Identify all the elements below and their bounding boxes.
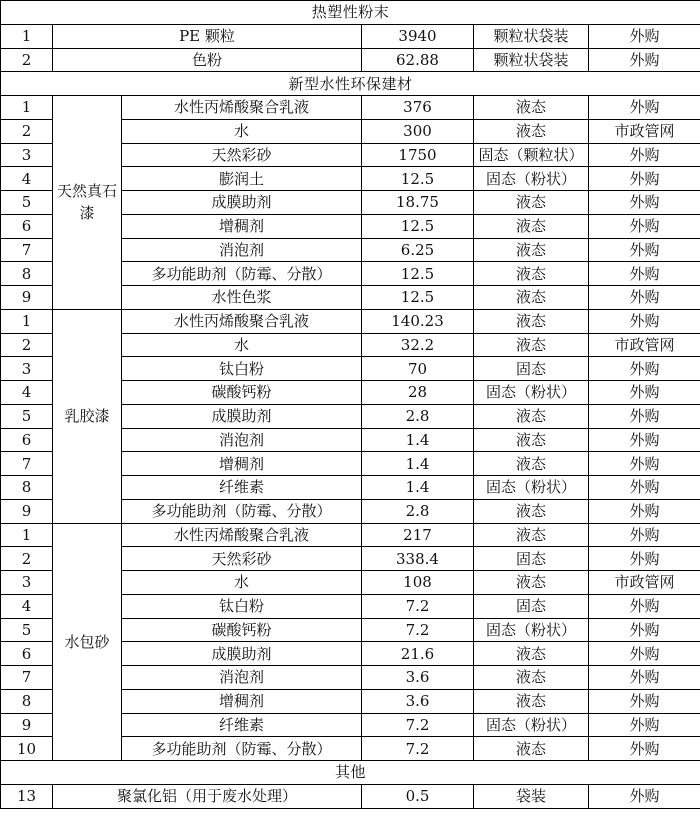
product-group-name: 乳胶漆 xyxy=(53,309,122,523)
state-cell: 液态 xyxy=(474,262,589,286)
material-name-cell: 消泡剂 xyxy=(122,238,362,262)
source-cell: 外购 xyxy=(589,642,700,666)
state-cell: 液态 xyxy=(474,428,589,452)
state-cell: 液态 xyxy=(474,119,589,143)
state-cell: 固态（粉状） xyxy=(474,713,589,737)
row-number-cell: 2 xyxy=(1,119,53,143)
table-row xyxy=(1,24,700,48)
source-cell: 外购 xyxy=(589,404,700,428)
section-header-row xyxy=(1,1,700,25)
row-number-cell: 1 xyxy=(1,24,53,48)
source-cell: 外购 xyxy=(589,238,700,262)
amount-cell: 62.88 xyxy=(362,48,474,72)
source-cell: 外购 xyxy=(589,476,700,500)
state-cell: 液态 xyxy=(474,238,589,262)
source-cell: 外购 xyxy=(589,214,700,238)
amount-cell: 140.23 xyxy=(362,309,474,333)
state-cell: 液态 xyxy=(474,523,589,547)
amount-cell: 1.4 xyxy=(362,476,474,500)
source-cell: 外购 xyxy=(589,666,700,690)
material-name-cell: 增稠剂 xyxy=(122,689,362,713)
row-number-cell: 8 xyxy=(1,689,53,713)
source-cell: 外购 xyxy=(589,262,700,286)
source-cell: 外购 xyxy=(589,737,700,761)
source-cell: 外购 xyxy=(589,309,700,333)
row-number-cell: 2 xyxy=(1,333,53,357)
row-number-cell: 8 xyxy=(1,476,53,500)
material-name-cell: 多功能助剂（防霉、分散） xyxy=(122,737,362,761)
material-name-cell: 水性色浆 xyxy=(122,286,362,310)
state-cell: 固态（粉状） xyxy=(474,618,589,642)
section-title: 热塑性粉末 xyxy=(1,1,700,25)
source-cell: 外购 xyxy=(589,428,700,452)
material-name-cell: 增稠剂 xyxy=(122,452,362,476)
material-name-cell: 纤维素 xyxy=(122,476,362,500)
amount-cell: 7.2 xyxy=(362,594,474,618)
section-header-row xyxy=(1,761,700,785)
state-cell: 固态（颗粒状） xyxy=(474,143,589,167)
material-name-cell: 天然彩砂 xyxy=(122,143,362,167)
row-number-cell: 1 xyxy=(1,523,53,547)
material-name-cell: 成膜助剂 xyxy=(122,404,362,428)
material-name-cell: 水 xyxy=(122,333,362,357)
source-cell: 市政管网 xyxy=(589,571,700,595)
material-name-cell: 钛白粉 xyxy=(122,594,362,618)
row-number-cell: 8 xyxy=(1,262,53,286)
material-name-cell: PE 颗粒 xyxy=(53,24,362,48)
amount-cell: 6.25 xyxy=(362,238,474,262)
row-number-cell: 4 xyxy=(1,167,53,191)
table-row xyxy=(1,309,700,333)
amount-cell: 3.6 xyxy=(362,666,474,690)
material-name-cell: 水性丙烯酸聚合乳液 xyxy=(122,309,362,333)
source-cell: 外购 xyxy=(589,547,700,571)
material-name-cell: 水性丙烯酸聚合乳液 xyxy=(122,523,362,547)
row-number-cell: 2 xyxy=(1,48,53,72)
product-group-name: 水包砂 xyxy=(53,523,122,761)
row-number-cell: 2 xyxy=(1,547,53,571)
section-title: 其他 xyxy=(1,761,700,785)
row-number-cell: 3 xyxy=(1,571,53,595)
state-cell: 袋装 xyxy=(474,784,589,808)
state-cell: 液态 xyxy=(474,214,589,238)
amount-cell: 7.2 xyxy=(362,737,474,761)
amount-cell: 376 xyxy=(362,96,474,120)
material-name-cell: 增稠剂 xyxy=(122,214,362,238)
row-number-cell: 7 xyxy=(1,238,53,262)
state-cell: 液态 xyxy=(474,689,589,713)
row-number-cell: 9 xyxy=(1,286,53,310)
state-cell: 液态 xyxy=(474,666,589,690)
row-number-cell: 7 xyxy=(1,666,53,690)
material-name-cell: 水 xyxy=(122,571,362,595)
state-cell: 液态 xyxy=(474,499,589,523)
table-row xyxy=(1,784,700,808)
material-name-cell: 消泡剂 xyxy=(122,666,362,690)
source-cell: 外购 xyxy=(589,167,700,191)
row-number-cell: 5 xyxy=(1,404,53,428)
row-number-cell: 9 xyxy=(1,713,53,737)
amount-cell: 1.4 xyxy=(362,452,474,476)
source-cell: 市政管网 xyxy=(589,119,700,143)
amount-cell: 300 xyxy=(362,119,474,143)
state-cell: 固态（粉状） xyxy=(474,476,589,500)
material-name-cell: 成膜助剂 xyxy=(122,642,362,666)
row-number-cell: 5 xyxy=(1,618,53,642)
row-number-cell: 6 xyxy=(1,214,53,238)
row-number-cell: 9 xyxy=(1,499,53,523)
amount-cell: 12.5 xyxy=(362,262,474,286)
row-number-cell: 4 xyxy=(1,381,53,405)
material-name-cell: 纤维素 xyxy=(122,713,362,737)
amount-cell: 3.6 xyxy=(362,689,474,713)
table-row xyxy=(1,96,700,120)
state-cell: 液态 xyxy=(474,309,589,333)
amount-cell: 21.6 xyxy=(362,642,474,666)
amount-cell: 7.2 xyxy=(362,618,474,642)
source-cell: 外购 xyxy=(589,523,700,547)
row-number-cell: 10 xyxy=(1,737,53,761)
section-title: 新型水性环保建材 xyxy=(1,72,700,96)
state-cell: 液态 xyxy=(474,96,589,120)
amount-cell: 28 xyxy=(362,381,474,405)
source-cell: 外购 xyxy=(589,48,700,72)
state-cell: 液态 xyxy=(474,404,589,428)
section-header-row xyxy=(1,72,700,96)
row-number-cell: 1 xyxy=(1,96,53,120)
material-name-cell: 碳酸钙粉 xyxy=(122,618,362,642)
state-cell: 液态 xyxy=(474,571,589,595)
source-cell: 外购 xyxy=(589,452,700,476)
amount-cell: 2.8 xyxy=(362,404,474,428)
source-cell: 外购 xyxy=(589,618,700,642)
table-row xyxy=(1,523,700,547)
state-cell: 颗粒状袋装 xyxy=(474,48,589,72)
amount-cell: 12.5 xyxy=(362,167,474,191)
source-cell: 外购 xyxy=(589,286,700,310)
state-cell: 固态 xyxy=(474,594,589,618)
amount-cell: 1.4 xyxy=(362,428,474,452)
row-number-cell: 4 xyxy=(1,594,53,618)
material-name-cell: 聚氯化铝（用于废水处理） xyxy=(53,784,362,808)
amount-cell: 2.8 xyxy=(362,499,474,523)
material-name-cell: 水 xyxy=(122,119,362,143)
material-name-cell: 碳酸钙粉 xyxy=(122,381,362,405)
material-name-cell: 消泡剂 xyxy=(122,428,362,452)
product-group-name: 天然真石漆 xyxy=(53,96,122,310)
source-cell: 外购 xyxy=(589,357,700,381)
amount-cell: 12.5 xyxy=(362,286,474,310)
state-cell: 固态（粉状） xyxy=(474,381,589,405)
row-number-cell: 13 xyxy=(1,784,53,808)
material-name-cell: 膨润土 xyxy=(122,167,362,191)
amount-cell: 7.2 xyxy=(362,713,474,737)
state-cell: 液态 xyxy=(474,333,589,357)
amount-cell: 3940 xyxy=(362,24,474,48)
source-cell: 外购 xyxy=(589,713,700,737)
row-number-cell: 3 xyxy=(1,357,53,381)
material-name-cell: 多功能助剂（防霉、分散） xyxy=(122,262,362,286)
material-name-cell: 多功能助剂（防霉、分散） xyxy=(122,499,362,523)
amount-cell: 108 xyxy=(362,571,474,595)
source-cell: 外购 xyxy=(589,689,700,713)
material-name-cell: 钛白粉 xyxy=(122,357,362,381)
state-cell: 固态 xyxy=(474,357,589,381)
row-number-cell: 3 xyxy=(1,143,53,167)
material-name-cell: 水性丙烯酸聚合乳液 xyxy=(122,96,362,120)
amount-cell: 18.75 xyxy=(362,191,474,215)
state-cell: 液态 xyxy=(474,642,589,666)
material-name-cell: 色粉 xyxy=(53,48,362,72)
source-cell: 外购 xyxy=(589,96,700,120)
source-cell: 外购 xyxy=(589,143,700,167)
material-name-cell: 成膜助剂 xyxy=(122,191,362,215)
material-name-cell: 天然彩砂 xyxy=(122,547,362,571)
materials-table-body xyxy=(1,1,700,809)
row-number-cell: 6 xyxy=(1,428,53,452)
state-cell: 液态 xyxy=(474,191,589,215)
state-cell: 液态 xyxy=(474,286,589,310)
source-cell: 外购 xyxy=(589,499,700,523)
amount-cell: 217 xyxy=(362,523,474,547)
state-cell: 颗粒状袋装 xyxy=(474,24,589,48)
source-cell: 外购 xyxy=(589,594,700,618)
amount-cell: 1750 xyxy=(362,143,474,167)
amount-cell: 0.5 xyxy=(362,784,474,808)
row-number-cell: 7 xyxy=(1,452,53,476)
amount-cell: 338.4 xyxy=(362,547,474,571)
amount-cell: 70 xyxy=(362,357,474,381)
state-cell: 液态 xyxy=(474,737,589,761)
state-cell: 液态 xyxy=(474,452,589,476)
row-number-cell: 5 xyxy=(1,191,53,215)
state-cell: 固态 xyxy=(474,547,589,571)
source-cell: 外购 xyxy=(589,191,700,215)
amount-cell: 12.5 xyxy=(362,214,474,238)
source-cell: 外购 xyxy=(589,784,700,808)
row-number-cell: 6 xyxy=(1,642,53,666)
row-number-cell: 1 xyxy=(1,309,53,333)
source-cell: 外购 xyxy=(589,381,700,405)
amount-cell: 32.2 xyxy=(362,333,474,357)
table-row xyxy=(1,48,700,72)
source-cell: 市政管网 xyxy=(589,333,700,357)
state-cell: 固态（粉状） xyxy=(474,167,589,191)
source-cell: 外购 xyxy=(589,24,700,48)
